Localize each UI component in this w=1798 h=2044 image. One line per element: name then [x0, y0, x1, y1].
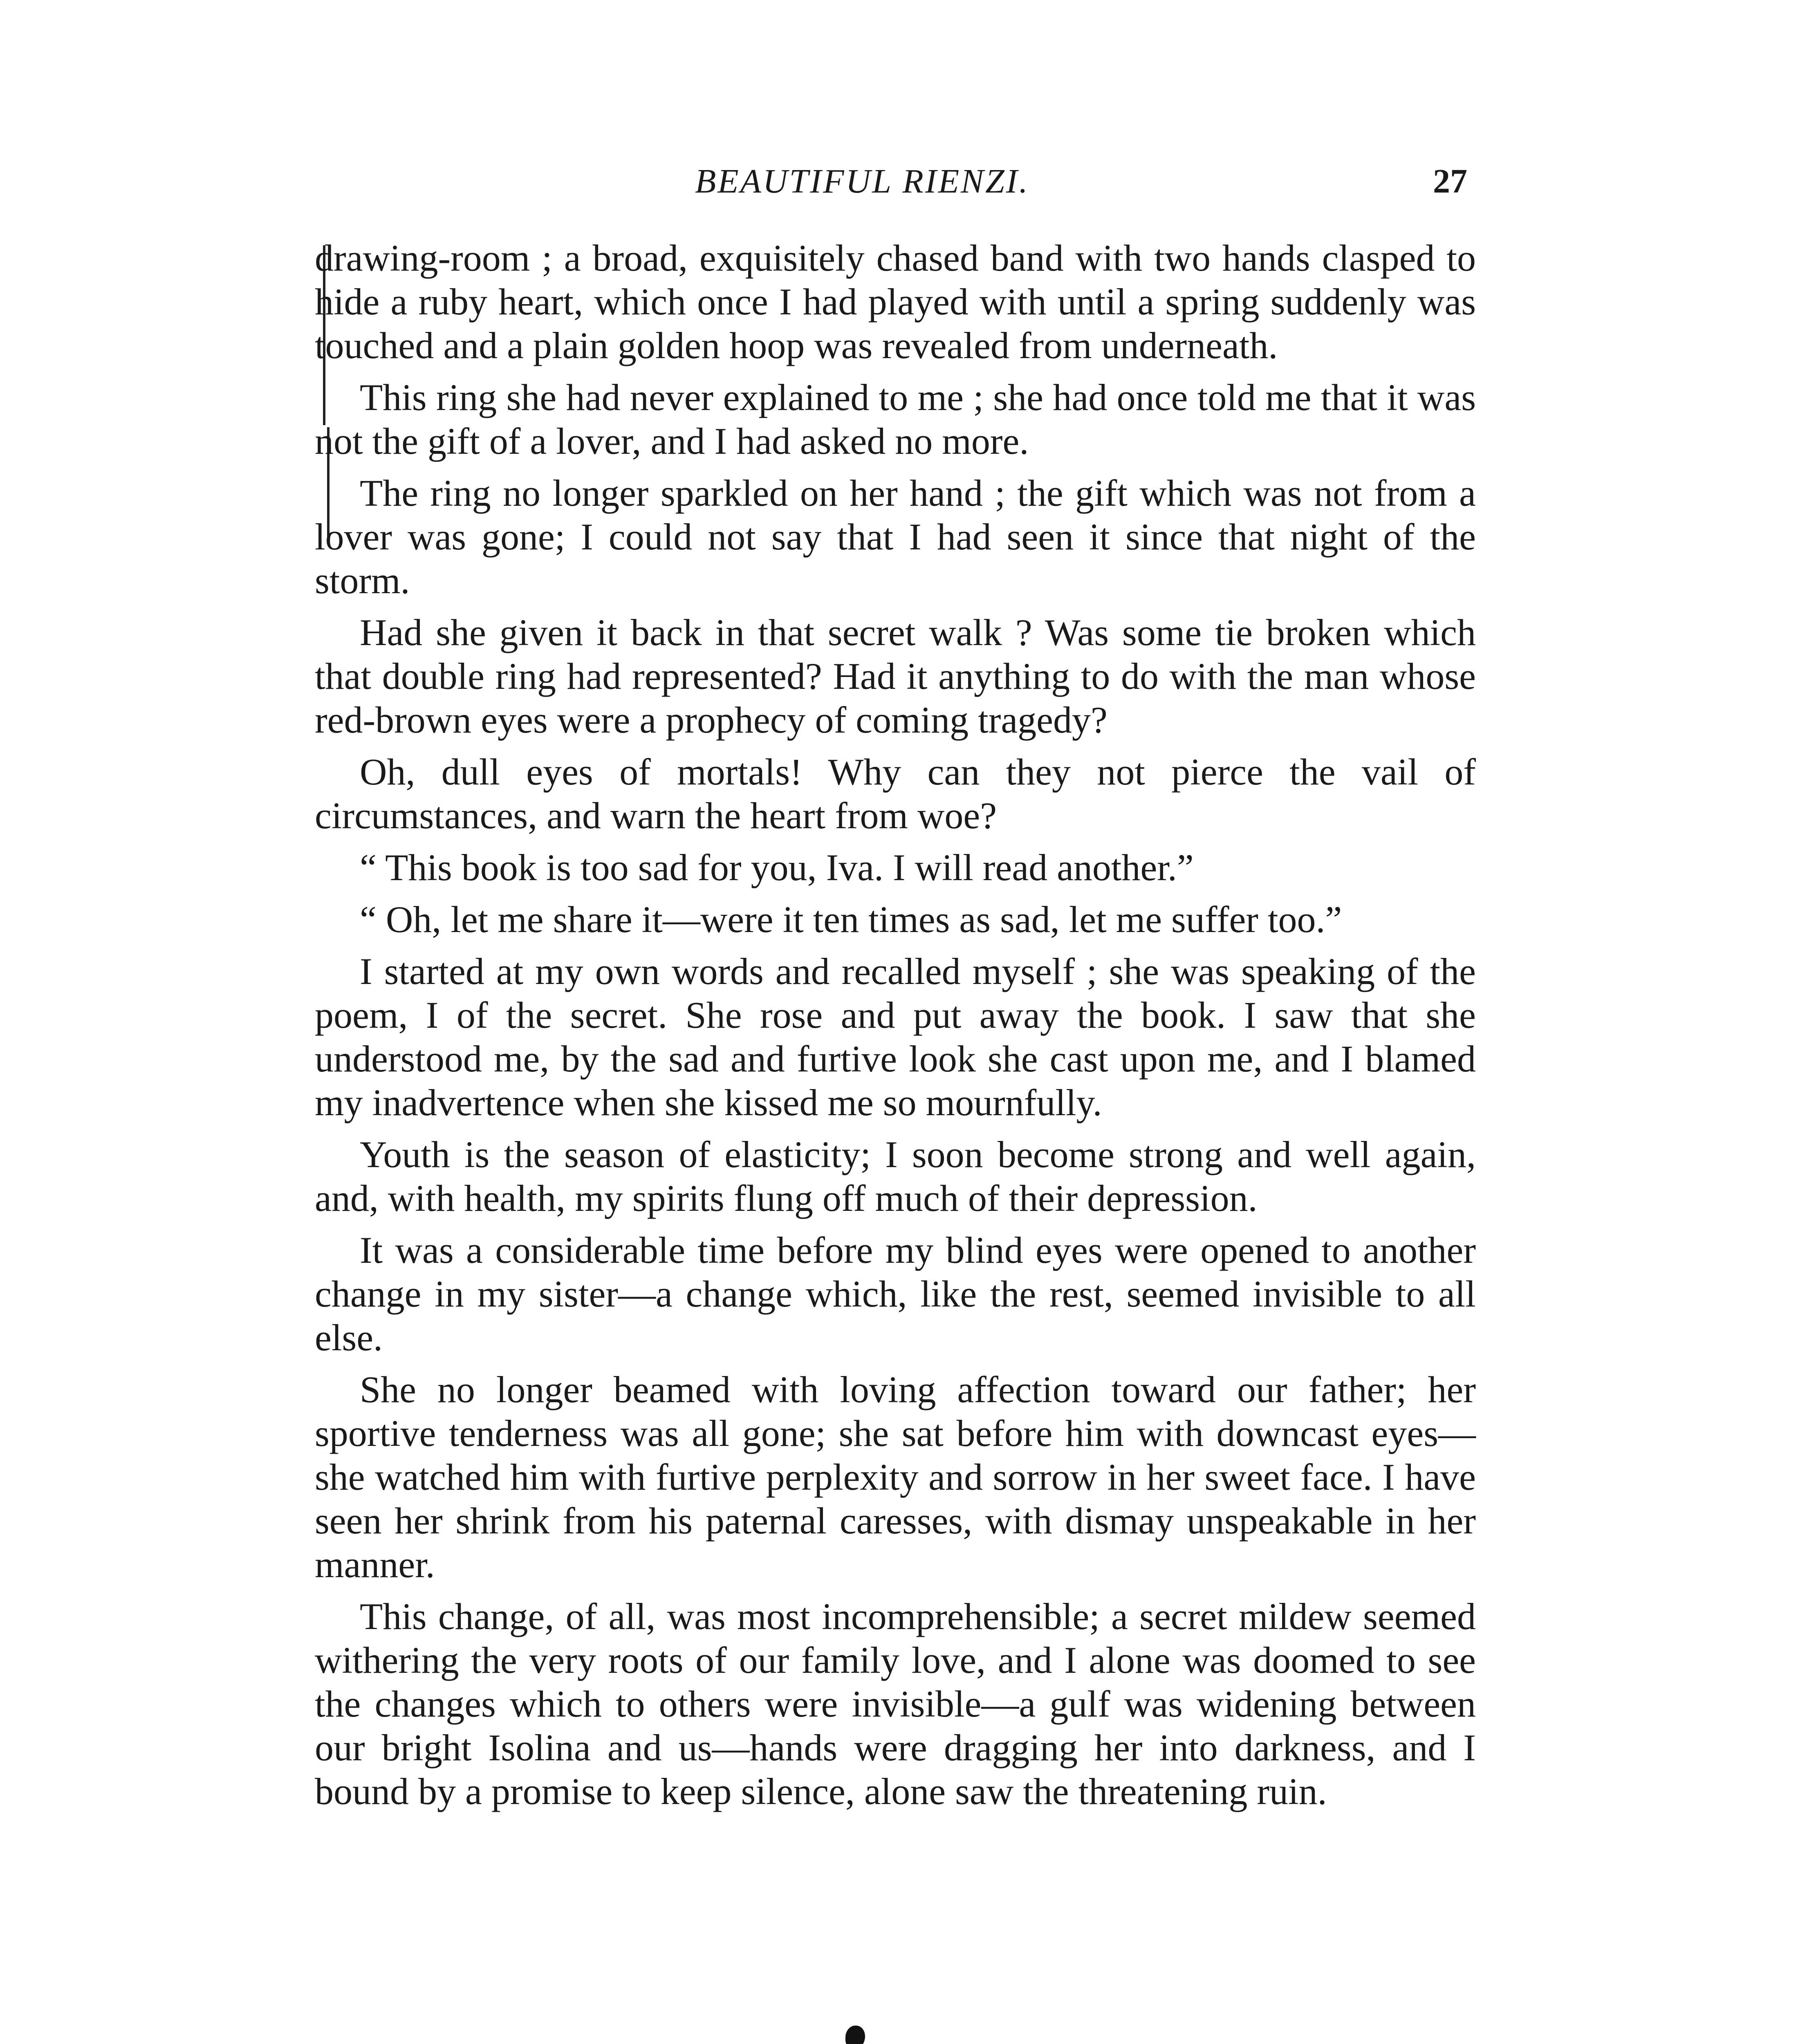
paragraph: The ring no longer sparkled on her hand ; the gift which was not from a lover was gone; I could not say that I had seen it since that night of the storm. [315, 472, 1476, 601]
paragraph: “ Oh, let me share it—were it ten times as sad, let me suffer too.” [360, 899, 1342, 940]
paragraph: Oh, dull eyes of mortals! Why can they not pierce the vail of circumstances, and warn the heart from woe? [315, 751, 1476, 836]
paragraph: Youth is the season of elasticity; I soon become strong and well again, and, with health, my spirits flung off much of their depression. [315, 1134, 1476, 1219]
paragraph: This change, of all, was most incomprehensible; a secret mildew seemed withering the very roots of our family love, and I alone was doomed to see the changes which to others were invisible—a gulf was widening between our bright Isolina and us—hands were dragging her into darkness, and I bound by a promise to keep silence, alone saw the threatening ruin. [315, 1596, 1476, 1812]
paragraph: I started at my own words and recalled myself ; she was speaking of the poem, I of the secret. She rose and put away the book. I saw that she understood me, by the sad and furtive look she cast upon me, and I blamed my inadvertence when she kissed me so mournfully. [315, 950, 1476, 1123]
page-number: 27 [1433, 162, 1467, 200]
paragraph: It was a considerable time before my blind eyes were opened to another change in my sister—a change which, like the rest, seemed invisible to all else. [315, 1229, 1476, 1358]
paragraph: This ring she had never explained to me ; she had once told me that it was not the gift of a lover, and I had asked no more. [315, 377, 1476, 462]
paragraph: drawing-room ; a broad, exquisitely chased band with two hands clasped to hide a ruby heart, which once I had played with until a spring suddenly was touched and a plain golden hoop was revealed from underneath. [315, 237, 1476, 366]
body-text [315, 236, 1476, 1822]
paragraph: Had she given it back in that secret walk ? Was some tie broken which that double ring had represented? Had it anything to do with the man whose red-brown eyes were a prophecy of coming tragedy? [315, 612, 1476, 741]
paragraph: “ This book is too sad for you, Iva. I will read another.” [360, 847, 1194, 888]
ink-blot [845, 2026, 865, 2044]
running-head-title: BEAUTIFUL RIENZI. [695, 162, 1029, 200]
paragraph: She no longer beamed with loving affection toward our father; her sportive tenderness was all gone; she sat before him with downcast eyes—she watched him with furtive perplexity and sorrow in her sweet face. I have seen her shrink from his paternal caresses, with dismay unspeakable in her manner. [315, 1369, 1476, 1585]
